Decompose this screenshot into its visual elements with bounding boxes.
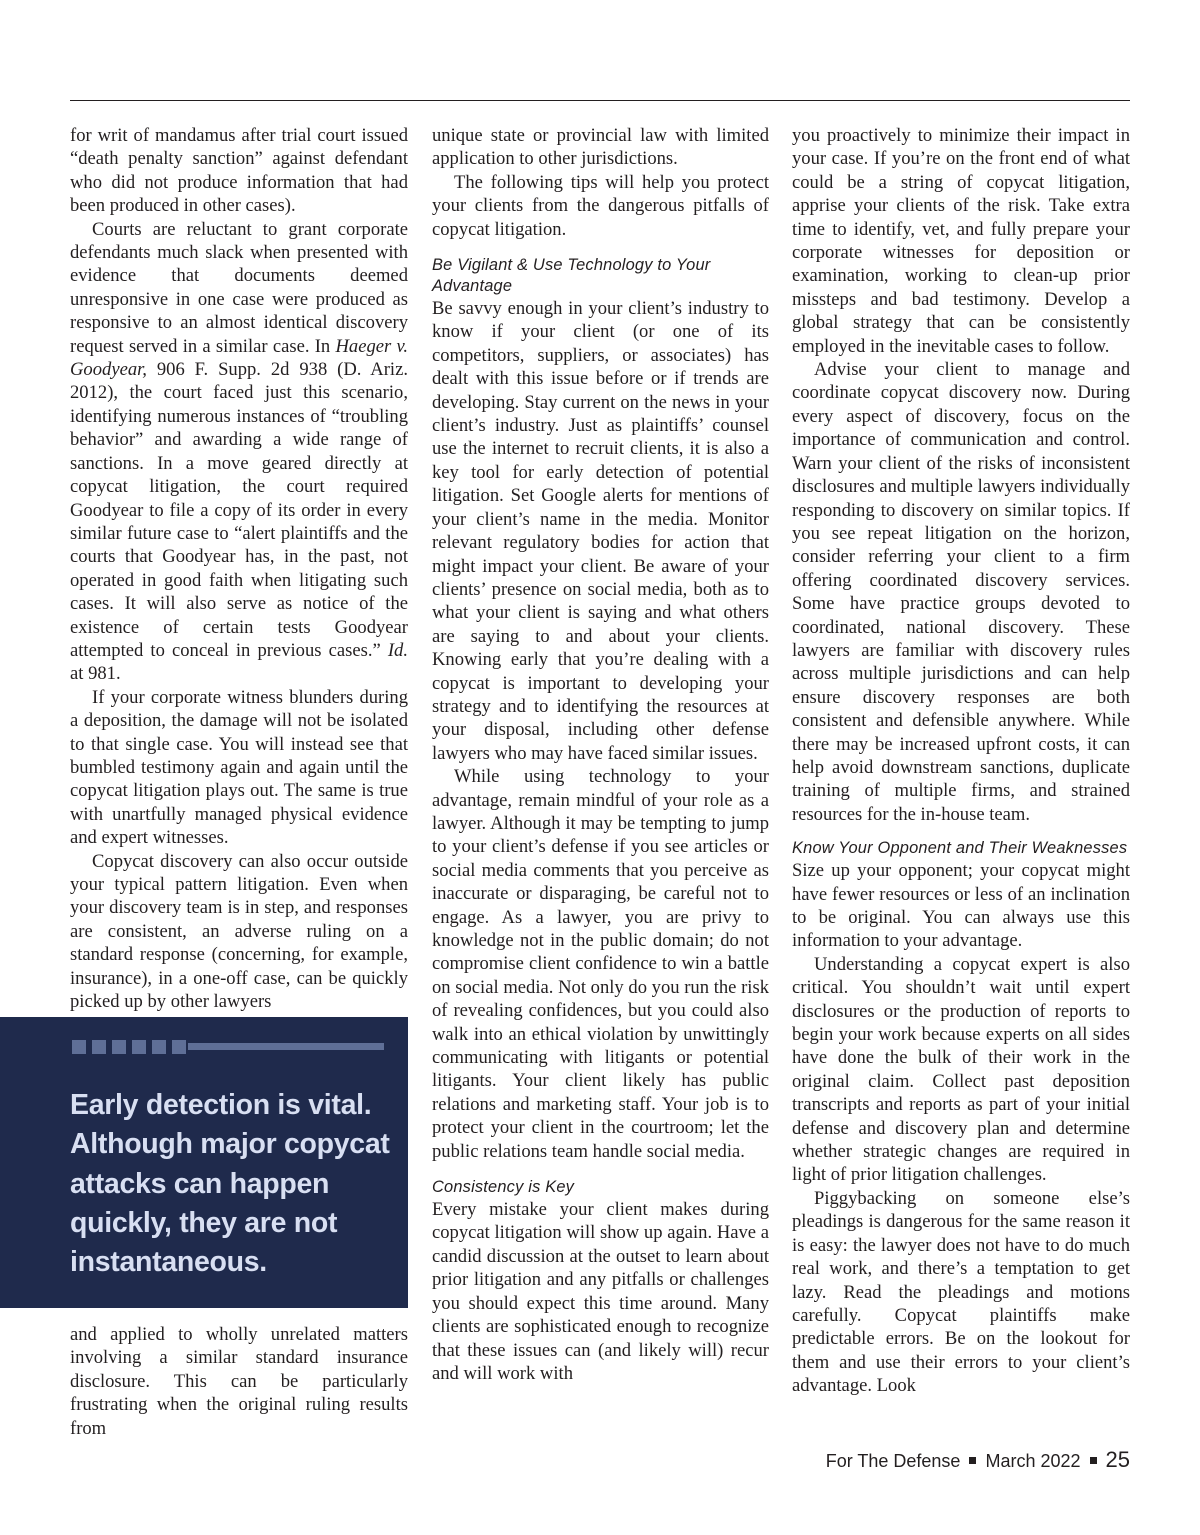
pullquote-decoration: [72, 1040, 384, 1054]
paragraph: Understanding a copycat expert is also critical. You shouldn’t wait until expert disclosures or the production of reports to begin your work because experts on all sides have done the bulk of their work in the original claim. Collect past deposition transcripts and reports as part of your initial defense and discovery plan and determine whether strategic changes are required in light of prior litigation challenges.: [792, 953, 1130, 1186]
top-rule: [70, 100, 1130, 101]
publication-name: For The Defense: [825, 1451, 961, 1471]
page-footer: [826, 1449, 1130, 1472]
paragraph: The following tips will help you protect your clients from the dangerous pitfalls of copycat litigation.: [432, 171, 769, 240]
page-number: 25: [1105, 1447, 1130, 1472]
section-heading: Know Your Opponent and Their Weaknesses: [792, 839, 1128, 858]
bullet-separator: [1090, 1457, 1097, 1464]
text-run: at 981.: [70, 663, 121, 685]
paragraph: unique state or provincial law with limited application to other jurisdictions.: [432, 125, 769, 170]
paragraph: [70, 218, 408, 686]
paragraph: you proactively to minimize their impact in your case. If you’re on the front end of what could be a string of copycat litigation, apprise your clients of the risk. Take extra time to identify, vet, and fully prepare your corporate witnesses for deposition or examination, working to clean-up prior missteps and bad testimony. Develop a global strategy that can be consistently employed in the inevitable cases to follow.: [792, 125, 1130, 357]
paragraph: Size up your opponent; your copycat might have fewer resources or less of an inclination to be original. You can always use this information to your advantage.: [792, 860, 1130, 952]
paragraph: If your corporate witness blunders during a deposition, the damage will not be isolated to that single case. You will instead see that bumbled testimony again and again until the copycat litigation plays out. The same is true with unartfully managed physical evidence and expert witnesses.: [70, 686, 408, 849]
case-citation: Haeger v. Goodyear,: [70, 335, 409, 381]
paragraph: Copycat discovery can also occur outside your typical pattern litigation. Even when your discovery team is in step, and responses are consistent, an adverse ruling on a standard response (concerning, for example, insurance), in a one-off case, can be quickly picked up by other lawyers: [70, 850, 408, 1013]
text-run: Courts are reluctant to grant corporate defendants much slack when presented with evidence that documents deemed unresponsive in one case were produced as responsive to an almost identical discovery request served in a similar case. In: [70, 218, 408, 357]
column-3: [792, 124, 1130, 1398]
pullquote-text: Early detection is vital. Although major copycat attacks can happen quickly, they are not instantaneous.: [70, 1089, 390, 1279]
issue-date: March 2022: [985, 1451, 1081, 1471]
paragraph: and applied to wholly unrelated matters involving a similar standard insurance disclosure. This can be particularly frustrating when the original ruling results from: [70, 1324, 408, 1439]
column-1: [70, 124, 408, 1013]
id-citation: Id.: [387, 639, 408, 661]
paragraph: Be savvy enough in your client’s industry to know if your client (or one of its competitors, suppliers, or associates) has dealt with this issue before or if trends are developing. Stay current on the news in your client’s industry. Just as plaintiffs’ counsel use the internet to recruit clients, it is also a key tool for early detection of potential litigation. Set Google alerts for mentions of your client’s name in the media. Monitor relevant regulatory bodies for action that might impact your client. Be aware of your clients’ presence on social media, both as to what your client is saying and what others are saying to and about your clients. Knowing early that you’re dealing with a copycat is important to developing your strategy and to identifying the resources at your disposal, including other defense lawyers who may have faced similar issues.: [432, 298, 769, 764]
paragraph: While using technology to your advantage, remain mindful of your role as a lawyer. Although it may be tempting to jump to your client’s defense if you see articles or social media comments that you perceive as inaccurate or disparaging, be careful not to engage. As a lawyer, you are privy to knowledge not in the public domain; do not compromise client confidence to win a battle on social media. Not only do you run the risk of revealing confidences, but you could also walk into an ethical violation by unwittingly communicating with litigants or potential litigants. Your client likely has public relations and marketing staff. Your job is to protect your client in the courtroom; let the public relations team handle social media.: [432, 766, 769, 1162]
paragraph: for writ of mandamus after trial court issued “death penalty sanction” against defendant who did not produce information that had been produced in other cases).: [70, 125, 408, 217]
section-heading: Be Vigilant & Use Technology to Your Advantage: [432, 256, 711, 296]
bullet-separator: [969, 1457, 976, 1464]
column-1-continued: [70, 1323, 408, 1440]
text-run: 906 F. Supp. 2d 938 (D. Ariz. 2012), the court faced just this scenario, identifying numerous instances of “troubling behavior” and awarding a wide range of sanctions. In a move geared directly at copycat litigation, the court required Goodyear to file a copy of its order in every similar future case to “alert plaintiffs and the courts that Goodyear has, in the past, not operated in good faith when litigating such cases. It will also serve as notice of the existence of certain tests Goodyear attempted to conceal in previous cases.”: [70, 359, 408, 661]
section-heading: Consistency is Key: [432, 1178, 575, 1197]
paragraph: Piggybacking on someone else’s pleadings is dangerous for the same reason it is easy: the lawyer does not have to do much real work, and there’s a temptation to get lazy. Read the pleadings and motions carefully. Copycat plaintiffs make predictable errors. Be on the lookout for them and use their errors to your client’s advantage. Look: [792, 1187, 1130, 1397]
paragraph: Every mistake your client makes during copycat litigation will show up again. Have a candid discussion at the outset to learn about prior litigation and any pitfalls or challenges you should expect this time around. Many clients are sophisticated enough to recognize that these issues can (and likely will) recur and will work with: [432, 1199, 769, 1384]
paragraph: Advise your client to manage and coordinate copycat discovery now. During every aspect of discovery, focus on the importance of communication and control. Warn your client of the risks of inconsistent disclosures and multiple lawyers individually responding to discovery on similar topics. If you see repeat litigation on the horizon, consider referring your client to a firm offering coordinated discovery services. Some have practice groups devoted to coordinated, national discovery. These lawyers are familiar with discovery rules across multiple jurisdictions and can help ensure discovery responses are both consistent and defensible anywhere. While there may be increased upfront costs, it can help avoid downstream sanctions, duplicate training of multiple firms, and strained resources for the in-house team.: [792, 359, 1130, 825]
column-2: [432, 124, 769, 1385]
